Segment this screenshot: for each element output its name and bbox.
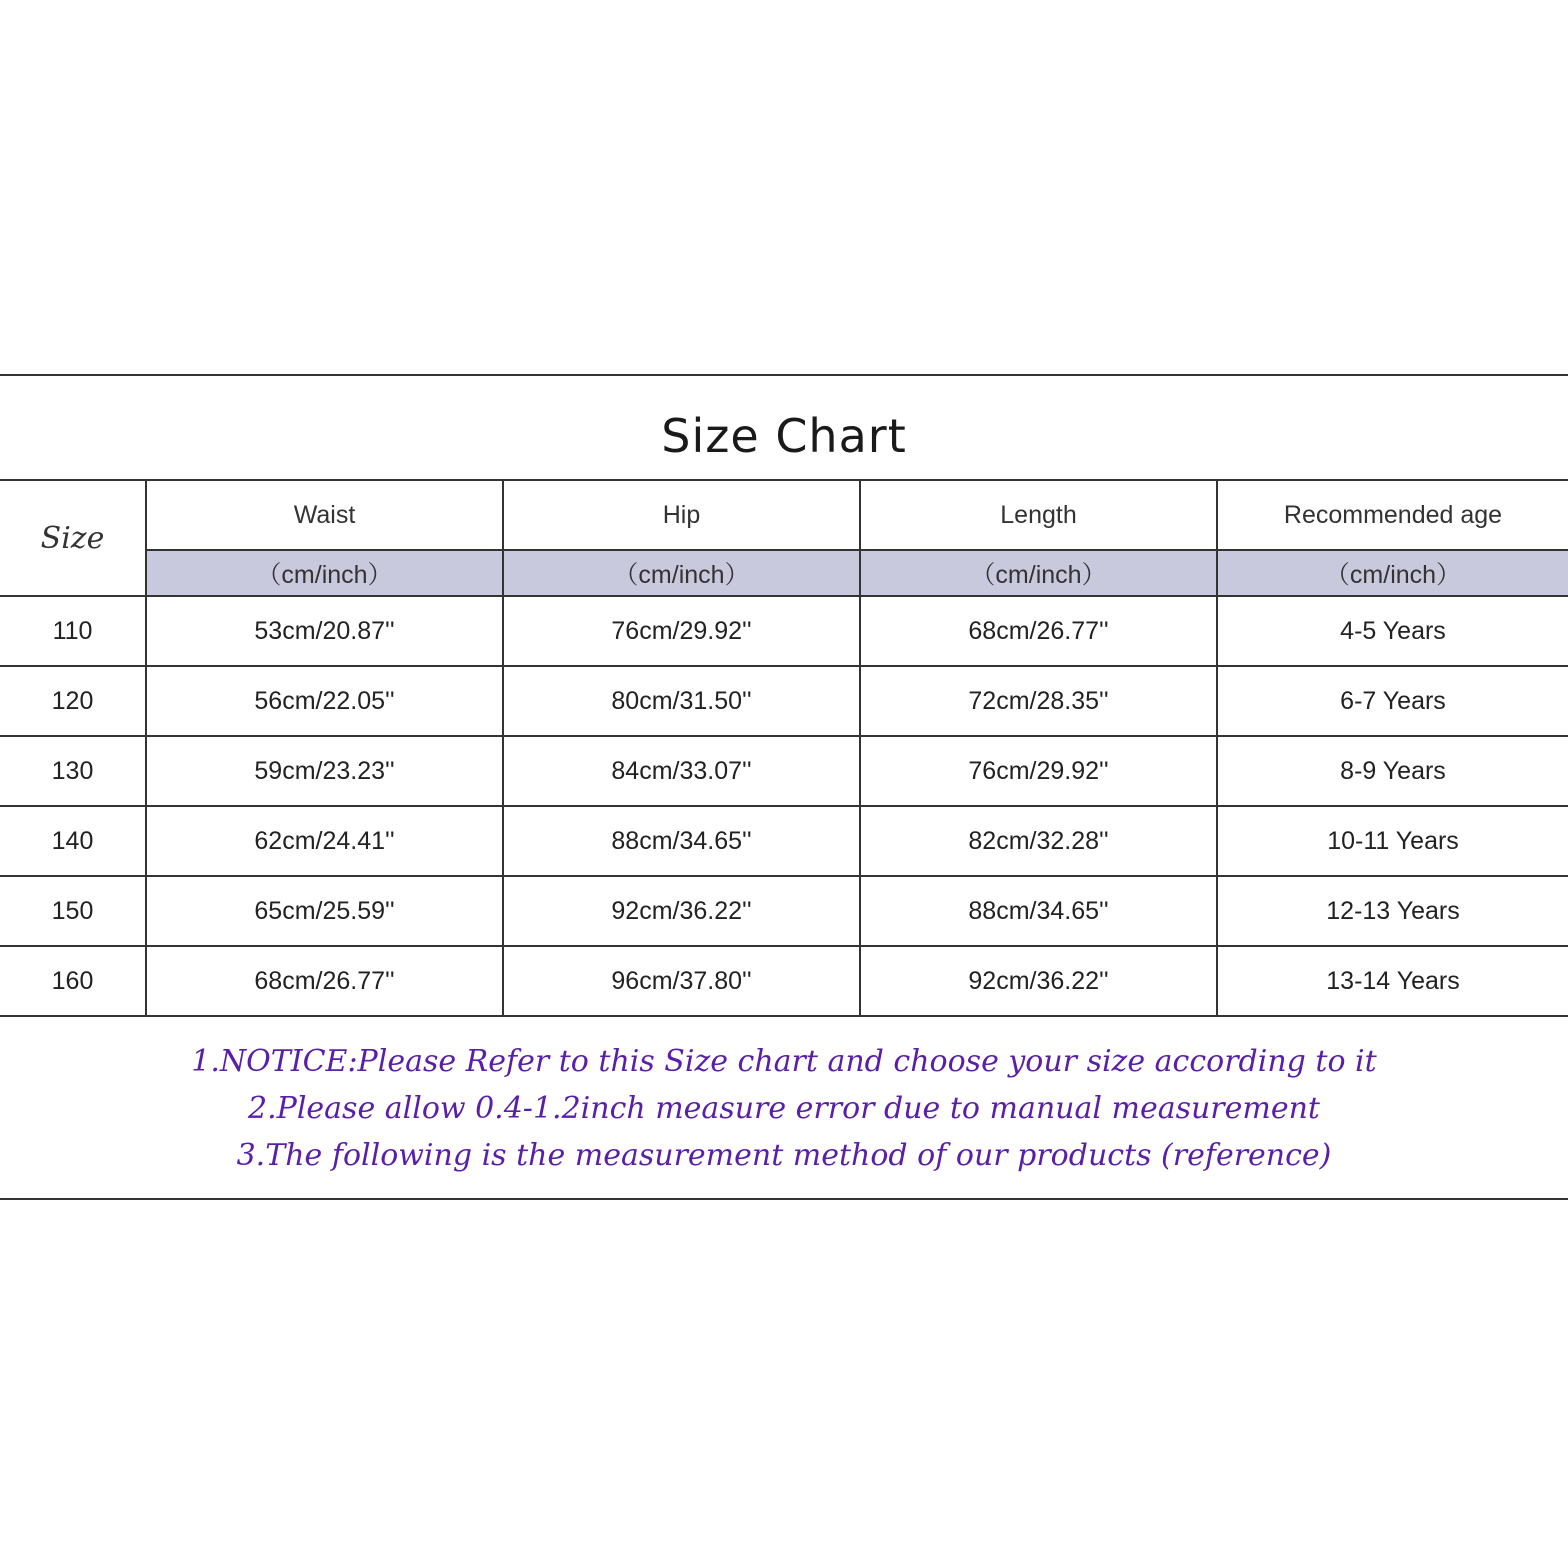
table-row xyxy=(0,876,1568,946)
notice-line-1: 1.NOTICE:Please Refer to this Size chart and choose your size according to it xyxy=(191,1044,1377,1079)
hip-cell: 76cm/29.92'' xyxy=(503,596,860,666)
age-cell: 10-11 Years xyxy=(1217,806,1568,876)
hip-cell: 88cm/34.65'' xyxy=(503,806,860,876)
length-cell: 82cm/32.28'' xyxy=(860,806,1217,876)
waist-cell: 59cm/23.23'' xyxy=(146,736,503,806)
hip-cell: 84cm/33.07'' xyxy=(503,736,860,806)
waist-cell: 65cm/25.59'' xyxy=(146,876,503,946)
size-cell: 120 xyxy=(0,666,146,736)
hip-cell: 80cm/31.50'' xyxy=(503,666,860,736)
table-row xyxy=(0,946,1568,1016)
table-row xyxy=(0,666,1568,736)
hip-unit-label: （cm/inch） xyxy=(503,550,860,596)
table-unit-row xyxy=(0,550,1568,596)
size-cell: 160 xyxy=(0,946,146,1016)
table-row xyxy=(0,736,1568,806)
hip-column-header: Hip xyxy=(503,480,860,550)
waist-cell: 62cm/24.41'' xyxy=(146,806,503,876)
length-unit-label: （cm/inch） xyxy=(860,550,1217,596)
age-cell: 13-14 Years xyxy=(1217,946,1568,1016)
table-row xyxy=(0,806,1568,876)
notes-block xyxy=(0,1038,1568,1179)
waist-cell: 56cm/22.05'' xyxy=(146,666,503,736)
size-column-header: Size xyxy=(0,480,146,596)
length-cell: 76cm/29.92'' xyxy=(860,736,1217,806)
age-cell: 4-5 Years xyxy=(1217,596,1568,666)
age-column-header: Recommended age xyxy=(1217,480,1568,550)
length-column-header: Length xyxy=(860,480,1217,550)
length-cell: 72cm/28.35'' xyxy=(860,666,1217,736)
hip-cell: 96cm/37.80'' xyxy=(503,946,860,1016)
length-cell: 88cm/34.65'' xyxy=(860,876,1217,946)
bottom-divider xyxy=(0,1198,1568,1200)
age-cell: 8-9 Years xyxy=(1217,736,1568,806)
age-unit-label: （cm/inch） xyxy=(1217,550,1568,596)
age-cell: 12-13 Years xyxy=(1217,876,1568,946)
age-cell: 6-7 Years xyxy=(1217,666,1568,736)
size-cell: 110 xyxy=(0,596,146,666)
table-row xyxy=(0,596,1568,666)
length-cell: 68cm/26.77'' xyxy=(860,596,1217,666)
notice-line-3: 3.The following is the measurement method of our products (reference) xyxy=(236,1138,1332,1173)
length-cell: 92cm/36.22'' xyxy=(860,946,1217,1016)
top-divider xyxy=(0,374,1568,376)
table-header-row xyxy=(0,480,1568,550)
page-title: Size Chart xyxy=(661,409,907,463)
size-cell: 130 xyxy=(0,736,146,806)
waist-cell: 68cm/26.77'' xyxy=(146,946,503,1016)
size-cell: 140 xyxy=(0,806,146,876)
notice-line-2: 2.Please allow 0.4-1.2inch measure error due to manual measurement xyxy=(248,1091,1320,1126)
size-cell: 150 xyxy=(0,876,146,946)
waist-column-header: Waist xyxy=(146,480,503,550)
size-table xyxy=(0,479,1568,1017)
waist-unit-label: （cm/inch） xyxy=(146,550,503,596)
hip-cell: 92cm/36.22'' xyxy=(503,876,860,946)
waist-cell: 53cm/20.87'' xyxy=(146,596,503,666)
